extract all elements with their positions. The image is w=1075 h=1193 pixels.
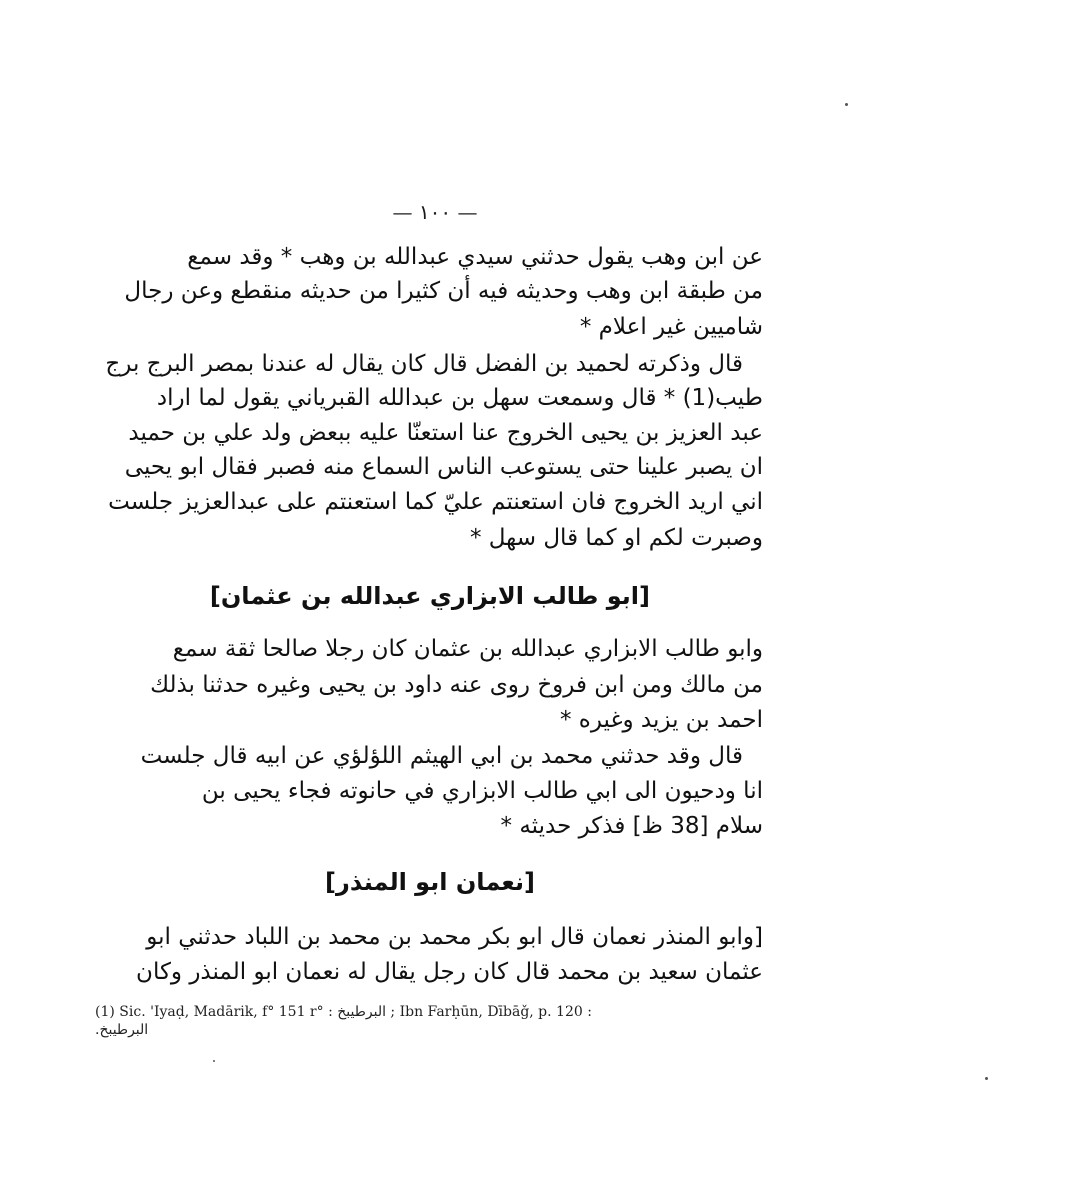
section-heading: [نعمان ابو المنذر] [325,868,535,896]
text-line: من مالك ومن ابن فروخ روى عنه داود بن يحيى وغيره حدثنا بذلك [150,672,763,698]
text-line: وابو طالب الابزاري عبدالله بن عثمان كان رجلا صالحا ثقة سمع [172,636,763,662]
text-line: من طبقة ابن وهب وحديثه فيه أن كثيرا من حديثه منقطع وعن رجال [124,278,763,304]
scan-speck [213,1060,215,1062]
text-line: عن ابن وهب يقول حدثني سيدي عبدالله بن وهب * وقد سمع [187,244,763,270]
footnote-line: (1) Sic. 'Iyaḍ, Madārik, f° 151 r° : البرطيبخ ; Ibn Farḥūn, Dībāǧ, p. 120 : [95,1004,592,1020]
text-line: ان يصبر علينا حتى يستوعب الناس السماع منه فصبر فقال ابو يحيى [124,454,763,480]
text-line: قال وذكرته لحميد بن الفضل قال كان يقال له عندنا بمصر البرج برج [105,351,743,377]
text-line: عبد العزيز بن يحيى الخروج عنا استعنّا عليه ببعض ولد علي بن حميد [128,420,763,446]
text-line: شاميين غير اعلام * [579,314,763,340]
section-heading: [ابو طالب الابزاري عبدالله بن عثمان] [209,582,650,610]
text-line: طيب(1) * قال وسمعت سهل بن عبدالله القبرياني يقول لما اراد [156,385,763,411]
text-line: عثمان سعيد بن محمد قال كان رجل يقال له نعمان ابو المنذر وكان [136,959,763,985]
text-line: قال وقد حدثني محمد بن ابي الهيثم اللؤلؤي عن ابيه قال جلست [140,743,743,769]
footnote-line: البرطيبخ. [95,1022,149,1038]
text-line: احمد بن يزيد وغيره * [559,707,763,733]
text-line: سلام [38 ظ] فذكر حديثه * [500,813,763,839]
text-line: وصبرت لكم او كما قال سهل * [469,525,763,551]
scan-speck [985,1077,988,1080]
text-line: [وابو المنذر نعمان قال ابو بكر محمد بن محمد بن اللباد حدثني ابو [146,924,763,950]
text-line: اني اريد الخروج فان استعنتم عليّ كما استعنتم على عبدالعزيز جلست [108,489,763,515]
page-number: — ١٠٠ — [392,200,478,224]
scan-speck [845,103,848,106]
text-line: انا ودحيون الى ابي طالب الابزاري في حانوته فجاء يحيى بن [201,778,763,804]
